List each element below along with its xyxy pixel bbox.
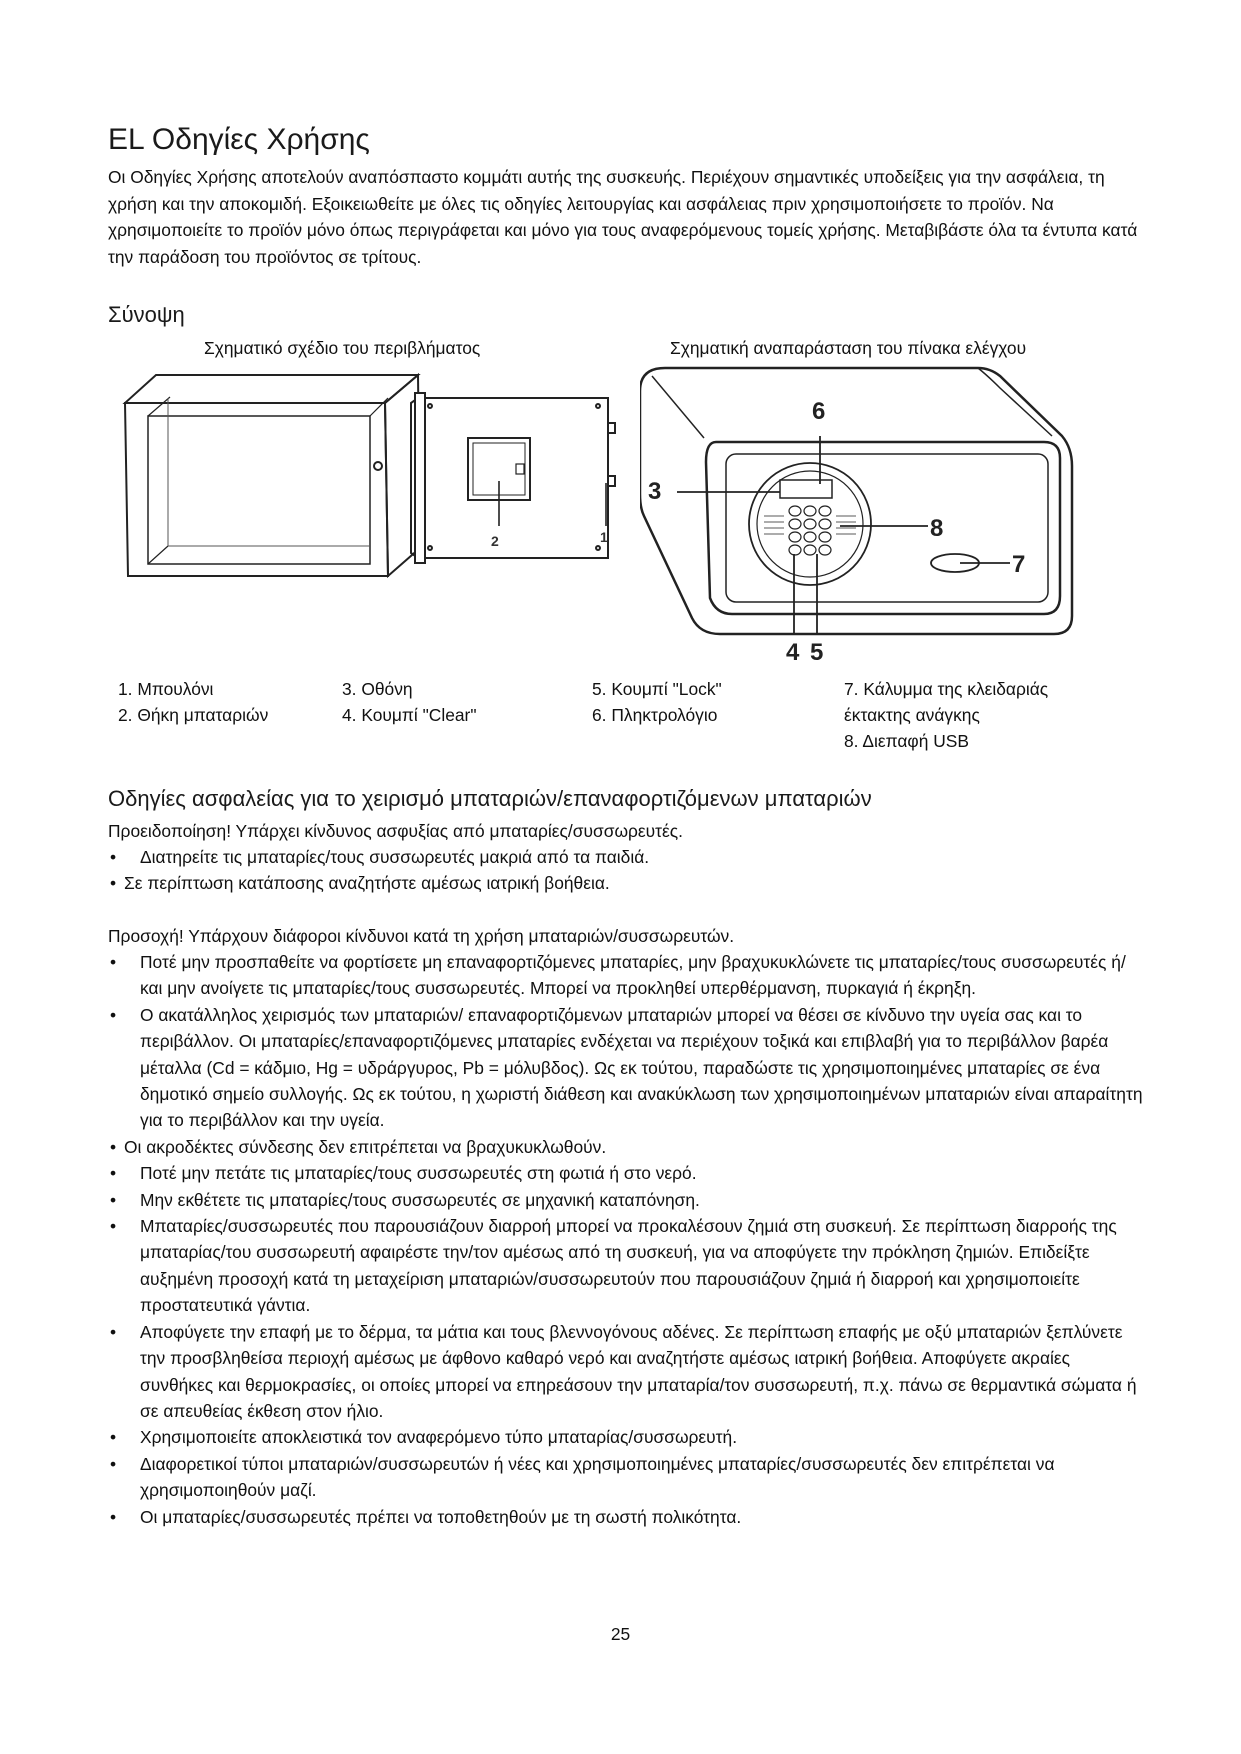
legend-item: 5. Κουμπί "Lock" [592, 679, 722, 699]
legend-col-2 [342, 676, 477, 728]
callout-8: 8 [930, 515, 944, 542]
keypad [749, 463, 871, 585]
warning-list [108, 844, 1143, 897]
safety-heading: Οδηγίες ασφαλείας για το χειρισμό μπαταριών/επαναφορτιζόμενων μπαταριών [108, 786, 872, 811]
callout-5: 5 [810, 639, 824, 666]
list-item: • Διατηρείτε τις μπαταρίες/τους συσσωρευτές μακριά από τα παιδιά. [108, 844, 1143, 870]
legend-item: 3. Οθόνη [342, 679, 413, 699]
legend-item: 6. Πληκτρολόγιο [592, 705, 718, 725]
page-title: EL Οδηγίες Χρήσης [108, 123, 370, 156]
housing-top [125, 375, 418, 403]
bolt-bottom [608, 476, 615, 486]
callout-6: 6 [812, 398, 826, 425]
front-panel [706, 442, 1060, 614]
callout-3: 3 [648, 478, 662, 505]
callout-7: 7 [1012, 551, 1026, 578]
bolt-top [608, 423, 615, 433]
housing-diagram [118, 368, 618, 588]
legend-col-3 [592, 676, 722, 728]
legend-item: έκτακτης ανάγκης [844, 705, 980, 725]
list-item: • Αποφύγετε την επαφή με το δέρμα, τα μάτια και τους βλεννογόνους αδένες. Σε περίπτωση επαφής με οξύ μπαταριών ξεπλύνετε την προσβληθείσα περιοχή αμέσως με άφθονο καθαρό νερό και αναζητήστε αμέσως ιατρική βοήθεια. Αποφύγετε ακραίες συνθήκες και θερμοκρασίες, οι οποίες μπορεί να επηρεάσουν την μπαταρία/τον συσσωρευτή, π.χ. πάνω σε θερμαντικά σώματα ή σε απευθείας έκθεση στον ήλιο. [108, 1319, 1143, 1425]
lock-hole [374, 462, 382, 470]
caution-list [108, 949, 1143, 1530]
list-item: • Ποτέ μην προσπαθείτε να φορτίσετε μη επαναφορτιζόμενες μπαταρίες, μην βραχυκυκλώνετε τις μπαταρίες/τους συσσωρευτές ή/και μην ανοίγετε τις μπαταρίες/τους συσσωρευτές. Μπορεί να προκληθεί υπερθέρμανση, πυρκαγιά ή έκρηξη. [108, 949, 1143, 1002]
list-item: • Διαφορετικοί τύποι μπαταριών/συσσωρευτών ή νέες και χρησιμοποιημένες μπαταρίες/συσσωρευτές δεν επιτρέπεται να χρησιμοποιηθούν μαζί. [108, 1451, 1143, 1504]
caption-control-panel: Σχηματική αναπαράσταση του πίνακα ελέγχου [670, 338, 1027, 358]
housing-front-rim [125, 403, 388, 576]
legend-col-1 [118, 676, 268, 728]
legend-item: 2. Θήκη μπαταριών [118, 705, 269, 725]
intro-paragraph: Οι Οδηγίες Χρήσης αποτελούν αναπόσπαστο κομμάτι αυτής της συσκευής. Περιέχουν σημαντικές υποδείξεις για την ασφάλεια, τη χρήση και την αποκομιδή. Εξοικειωθείτε με όλες τις οδηγίες λειτουργίας και ασφάλειας πριν χρησιμοποιήσετε το προϊόν. Να χρησιμοποιείτε το προϊόν μόνο όπως περιγράφεται και μόνο για τους αναφερόμενους τομείς χρήσης. Μεταβιβάστε όλα τα έντυπα κατά την παράδοση του προϊόντος σε τρίτους. [108, 167, 1138, 267]
list-item: • Μην εκθέτετε τις μπαταρίες/τους συσσωρευτές σε μηχανική καταπόνηση. [108, 1187, 1143, 1213]
callout-2: 2 [491, 533, 499, 549]
list-item: • Χρησιμοποιείτε αποκλειστικά τον αναφερόμενο τύπο μπαταρίας/συσσωρευτή. [108, 1424, 1143, 1450]
legend-item: 7. Κάλυμμα της κλειδαριάς [844, 679, 1049, 699]
safe-body [640, 368, 1072, 634]
legend-item: 1. Μπουλόνι [118, 679, 214, 699]
page-number: 25 [610, 1624, 631, 1644]
legend-item: 4. Κουμπί "Clear" [342, 705, 477, 725]
legend-item: 8. Διεπαφή USB [844, 731, 969, 751]
control-panel-diagram [640, 366, 1135, 666]
display [780, 480, 832, 498]
list-item: • Ο ακατάλληλος χειρισμός των μπαταριών/ επαναφορτιζόμενων μπαταριών μπορεί να θέσει σε κίνδυνο την υγεία σας και το περιβάλλον. Οι μπαταρίες/επαναφορτιζόμενες μπαταρίες ενδέχεται να περιέχουν τοξικά και επιβλαβή για το περιβάλλον βαρέα μέταλλα (Cd = κάδμιο, Hg = υδράργυρος, Pb = μόλυβδος). Ως εκ τούτου, παραδώστε τις χρησιμοποιημένες μπαταρίες σε ένα δημοτικό σημείο συλλογής. Ως εκ τούτου, η χωριστή διάθεση και ανακύκλωση των χρησιμοποιημένων μπαταριών είναι απαραίτητη για το περιβάλλον και την υγεία. [108, 1002, 1143, 1134]
overview-heading: Σύνοψη [108, 302, 185, 327]
list-item: • Σε περίπτωση κατάποσης αναζητήστε αμέσως ιατρική βοήθεια. [108, 870, 1143, 896]
list-item: • Οι μπαταρίες/συσσωρευτές πρέπει να τοποθετηθούν με τη σωστή πολικότητα. [108, 1504, 1143, 1530]
list-item: • Ποτέ μην πετάτε τις μπαταρίες/τους συσσωρευτές στη φωτιά ή στο νερό. [108, 1160, 1143, 1186]
legend-col-4 [844, 676, 1048, 754]
list-item: • Μπαταρίες/συσσωρευτές που παρουσιάζουν διαρροή μπορεί να προκαλέσουν ζημιά στη συσκευή. Σε περίπτωση διαρροής της μπαταρίας/του συσσωρευτή αφαιρέστε την/τον αμέσως από τη συσκευή, για να αποφύγετε την πρόκληση ζημιών. Επιδείξτε αυξημένη προσοχή κατά τη μεταχείριση μπαταριών/συσσωρευτούν που παρουσιάζουν ζημιά ή διαρροή και χρησιμοποιείτε προστατευτικά γάντια. [108, 1213, 1143, 1319]
caution-text: Προσοχή! Υπάρχουν διάφοροι κίνδυνοι κατά τη χρήση μπαταριών/συσσωρευτών. [108, 926, 735, 946]
callout-1: 1 [600, 529, 608, 545]
list-item: • Οι ακροδέκτες σύνδεσης δεν επιτρέπεται να βραχυκυκλωθούν. [108, 1134, 1143, 1160]
caption-housing: Σχηματικό σχέδιο του περιβλήματος [204, 338, 481, 358]
housing-door [411, 393, 615, 563]
callout-4: 4 [786, 639, 800, 666]
warning-text: Προειδοποίηση! Υπάρχει κίνδυνος ασφυξίας από μπαταρίες/συσσωρευτές. [108, 821, 684, 841]
